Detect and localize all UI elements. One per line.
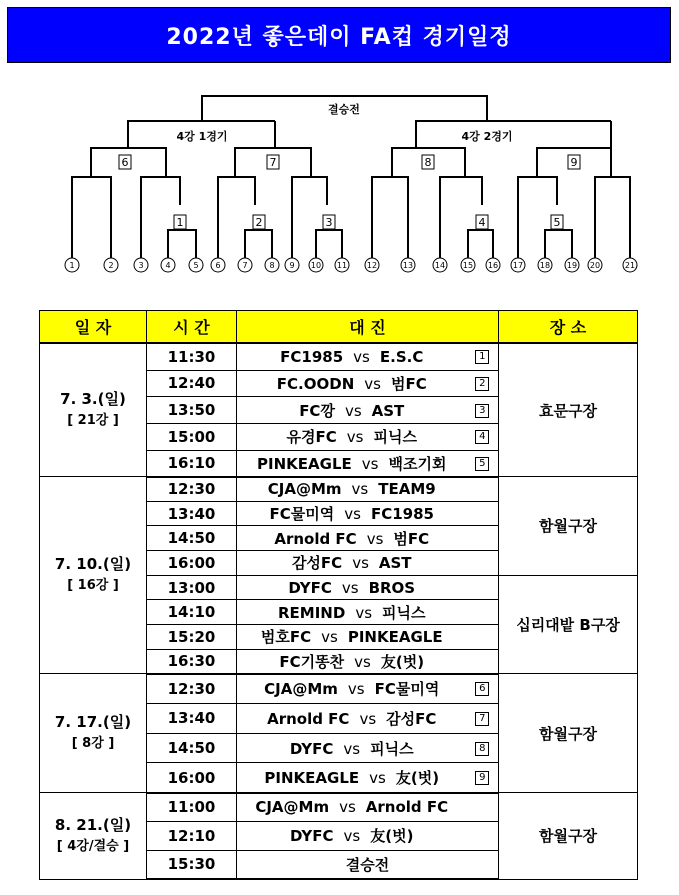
game-number-cell xyxy=(467,624,499,649)
game-number-cell xyxy=(467,370,499,397)
home-team: DYFC xyxy=(289,739,334,758)
away-team: 백조기회 xyxy=(388,454,447,473)
match-time: 12:10 xyxy=(147,821,237,850)
away-team: 피닉스 xyxy=(370,739,414,758)
match-time: 12:30 xyxy=(147,674,237,704)
game-number-cell xyxy=(467,423,499,450)
venue: 효문구장 xyxy=(499,343,638,476)
game-number: 2 xyxy=(475,377,489,391)
r1-game-label: 4 xyxy=(478,216,486,229)
vs-label: vs xyxy=(352,554,369,573)
matchup xyxy=(237,674,467,704)
vs-label: vs xyxy=(355,603,373,622)
match-time: 15:00 xyxy=(147,423,237,450)
vs-label: vs xyxy=(343,827,361,846)
vs-label: vs xyxy=(343,739,361,758)
final-match: 결승전 xyxy=(345,855,390,874)
matchup xyxy=(237,600,467,625)
matchup xyxy=(237,575,467,600)
slot-number: 17 xyxy=(512,261,524,270)
qf-game-label: 8 xyxy=(424,156,432,169)
game-number-cell xyxy=(467,703,499,733)
slot-number: 3 xyxy=(138,261,144,270)
match-time: 13:40 xyxy=(147,703,237,733)
home-team: FC.OODN xyxy=(276,374,355,393)
vs-label: vs xyxy=(361,454,379,473)
away-team: BROS xyxy=(368,578,416,597)
header-match: 대 진 xyxy=(237,311,499,344)
final-label: 결승전 xyxy=(328,103,360,116)
slot-number: 11 xyxy=(336,261,348,270)
match-date: 7. 3.(일) xyxy=(60,390,126,409)
home-team: FC깡 xyxy=(299,401,335,420)
slot-number: 10 xyxy=(310,261,322,270)
qf-game-label: 7 xyxy=(269,156,277,169)
slot-number: 20 xyxy=(589,261,601,270)
match-time: 15:20 xyxy=(147,624,237,649)
game-number-cell xyxy=(467,450,499,477)
match-time: 16:00 xyxy=(147,763,237,793)
match-date: 8. 21.(일) xyxy=(54,815,132,834)
home-team: DYFC xyxy=(288,578,332,597)
qf-game-label: 9 xyxy=(570,156,578,169)
round-stage: [ 21강 ] xyxy=(67,413,119,429)
home-team: 감성FC xyxy=(291,554,343,573)
matchup xyxy=(237,477,467,502)
game-number-cell xyxy=(467,649,499,674)
matchup xyxy=(237,763,467,793)
vs-label: vs xyxy=(346,428,364,447)
qf-game-label: 6 xyxy=(121,156,129,169)
match-time: 14:10 xyxy=(147,600,237,625)
match-time: 16:10 xyxy=(147,450,237,477)
away-team: FC물미역 xyxy=(374,680,440,699)
slot-number: 8 xyxy=(269,261,275,270)
game-number: 4 xyxy=(475,430,489,444)
slot-number: 6 xyxy=(215,261,221,270)
match-time: 16:30 xyxy=(147,649,237,674)
game-number-cell xyxy=(467,343,499,370)
away-team: Arnold FC xyxy=(365,798,449,817)
home-team: 유경FC xyxy=(286,428,337,447)
matchup xyxy=(237,450,467,477)
vs-label: vs xyxy=(347,680,365,699)
game-number-cell xyxy=(467,397,499,424)
away-team: FC1985 xyxy=(370,505,434,524)
match-time: 11:30 xyxy=(147,343,237,370)
home-team: DYFC xyxy=(290,827,334,846)
away-team: AST xyxy=(371,401,405,420)
game-number: 3 xyxy=(475,404,489,418)
round-stage: [ 4강/결승 ] xyxy=(56,838,130,854)
matchup xyxy=(237,526,467,551)
matchup xyxy=(237,343,467,370)
home-team: CJA@Mm xyxy=(264,680,338,699)
away-team: 友(벗) xyxy=(370,827,414,846)
away-team: AST xyxy=(378,554,412,573)
r1-game-label: 5 xyxy=(553,216,561,229)
slot-number: 21 xyxy=(624,261,636,270)
slot-number: 9 xyxy=(289,261,295,270)
round-stage: [ 16강 ] xyxy=(67,578,119,594)
matchup xyxy=(237,821,467,850)
slot-number: 19 xyxy=(566,261,578,270)
date-cell xyxy=(40,477,147,674)
game-number-cell xyxy=(467,551,499,576)
vs-label: vs xyxy=(339,798,356,817)
match-time: 15:30 xyxy=(147,850,237,879)
home-team: FC물미역 xyxy=(269,505,335,524)
game-number: 6 xyxy=(475,682,489,696)
match-time: 14:50 xyxy=(147,526,237,551)
match-time: 13:50 xyxy=(147,397,237,424)
venue: 함월구장 xyxy=(499,477,638,576)
game-number: 1 xyxy=(475,350,489,364)
match-date: 7. 10.(일) xyxy=(54,555,132,574)
game-number-cell xyxy=(467,733,499,763)
vs-label: vs xyxy=(344,401,362,420)
game-number: 9 xyxy=(475,771,489,785)
vs-label: vs xyxy=(344,505,361,524)
match-time: 14:50 xyxy=(147,733,237,763)
home-team: Arnold FC xyxy=(267,709,350,728)
away-team: 友(벗) xyxy=(380,652,425,671)
header-venue: 장 소 xyxy=(499,311,638,344)
slot-number: 13 xyxy=(402,261,414,270)
game-number-cell xyxy=(467,526,499,551)
away-team: 피닉스 xyxy=(382,603,426,622)
vs-label: vs xyxy=(321,628,338,647)
vs-label: vs xyxy=(366,529,384,548)
slot-number: 14 xyxy=(434,261,446,270)
slot-number: 12 xyxy=(366,261,378,270)
slot-number: 1 xyxy=(69,261,75,270)
away-team: E.S.C xyxy=(379,347,424,366)
game-number-cell xyxy=(467,575,499,600)
game-number: 7 xyxy=(475,712,489,726)
game-number-cell xyxy=(467,674,499,704)
home-team: FC1985 xyxy=(280,347,344,366)
matchup xyxy=(237,624,467,649)
venue: 십리대밭 B구장 xyxy=(499,575,638,674)
away-team: PINKEAGLE xyxy=(347,628,443,647)
matchup xyxy=(237,370,467,397)
away-team: 범FC xyxy=(393,529,430,548)
match-time: 11:00 xyxy=(147,793,237,822)
home-team: Arnold FC xyxy=(274,529,357,548)
vs-label: vs xyxy=(341,578,359,597)
game-number-cell xyxy=(467,793,499,822)
matchup xyxy=(237,793,467,822)
date-cell xyxy=(40,343,147,476)
vs-label: vs xyxy=(369,769,386,788)
away-team: 범FC xyxy=(390,374,427,393)
r1-game-label: 1 xyxy=(176,216,184,229)
home-team: CJA@Mm xyxy=(255,798,330,817)
match-date: 7. 17.(일) xyxy=(54,713,132,732)
schedule-table xyxy=(39,310,638,880)
away-team: 피닉스 xyxy=(373,428,417,447)
matchup xyxy=(237,551,467,576)
home-team: CJA@Mm xyxy=(267,480,342,499)
slot-number: 15 xyxy=(462,261,474,270)
page-title: 2022년 좋은데이 FA컵 경기일정 xyxy=(166,24,512,50)
match-time: 16:00 xyxy=(147,551,237,576)
away-team: TEAM9 xyxy=(378,480,436,499)
vs-label: vs xyxy=(351,480,369,499)
date-cell xyxy=(40,793,147,879)
matchup xyxy=(237,850,499,879)
slot-number: 18 xyxy=(539,261,551,270)
matchup xyxy=(237,397,467,424)
matchup xyxy=(237,501,467,526)
header-time: 시 간 xyxy=(147,311,237,344)
away-team: 감성FC xyxy=(386,709,437,728)
game-number: 5 xyxy=(475,457,489,471)
r1-game-label: 3 xyxy=(325,216,333,229)
match-time: 13:00 xyxy=(147,575,237,600)
home-team: 범호FC xyxy=(260,628,312,647)
vs-label: vs xyxy=(354,652,371,671)
vs-label: vs xyxy=(353,347,370,366)
home-team: PINKEAGLE xyxy=(257,454,352,473)
slot-number: 2 xyxy=(108,261,114,270)
matchup xyxy=(237,649,467,674)
venue: 함월구장 xyxy=(499,793,638,879)
game-number: 8 xyxy=(475,742,489,756)
r1-game-label: 2 xyxy=(255,216,263,229)
date-cell xyxy=(40,674,147,793)
game-number-cell xyxy=(467,821,499,850)
slot-number: 7 xyxy=(242,261,248,270)
match-time: 12:40 xyxy=(147,370,237,397)
header-date: 일 자 xyxy=(40,311,147,344)
round-stage: [ 8강 ] xyxy=(71,736,115,752)
vs-label: vs xyxy=(359,709,377,728)
slot-number: 16 xyxy=(487,261,499,270)
game-number-cell xyxy=(467,600,499,625)
away-team: 友(벗) xyxy=(395,769,440,788)
slot-number: 4 xyxy=(165,261,171,270)
match-time: 12:30 xyxy=(147,477,237,502)
matchup xyxy=(237,733,467,763)
game-number-cell xyxy=(467,501,499,526)
semi2-label: 4강 2경기 xyxy=(461,130,513,143)
game-number-cell xyxy=(467,763,499,793)
semi1-label: 4강 1경기 xyxy=(176,130,228,143)
matchup xyxy=(237,703,467,733)
home-team: FC기똥찬 xyxy=(279,652,345,671)
venue: 함월구장 xyxy=(499,674,638,793)
matchup xyxy=(237,423,467,450)
vs-label: vs xyxy=(364,374,381,393)
slot-number: 5 xyxy=(193,261,199,270)
home-team: REMIND xyxy=(278,603,346,622)
home-team: PINKEAGLE xyxy=(264,769,360,788)
tournament-bracket xyxy=(0,0,679,300)
match-time: 13:40 xyxy=(147,501,237,526)
game-number-cell xyxy=(467,477,499,502)
